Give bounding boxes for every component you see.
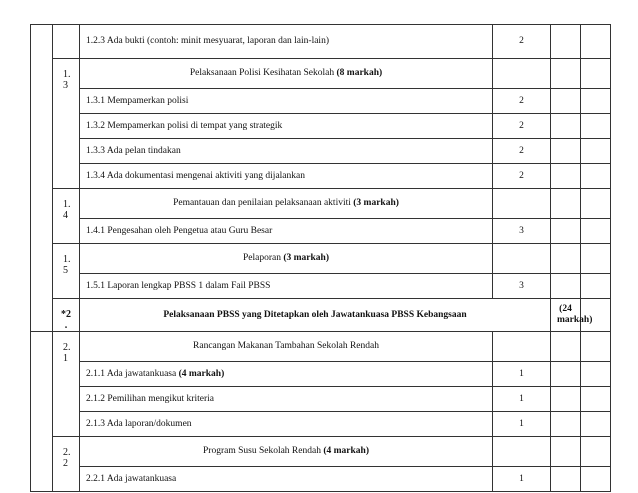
subsection-title-text: Program Susu Sekolah Rendah: [203, 446, 324, 456]
item-score: 1: [493, 387, 551, 412]
item-score: 1: [493, 412, 551, 437]
blank-cell: [551, 467, 581, 492]
blank-cell: [551, 189, 581, 219]
blank-cell: [551, 25, 581, 59]
table-row: [31, 387, 611, 412]
subsection-marks: (4 markah): [323, 446, 369, 456]
blank-cell: [551, 274, 581, 299]
section-marks: (24 markah): [551, 299, 581, 332]
table-row: [31, 362, 611, 387]
section-number: *2 .: [53, 299, 80, 332]
item-score: 2: [493, 139, 551, 164]
blank-cell: [551, 139, 581, 164]
table-row: [31, 332, 611, 362]
item-label: 1.4.1 Pengesahan oleh Pengetua atau Guru Besar: [80, 219, 493, 244]
blank-cell: [581, 244, 611, 274]
blank-cell: [581, 219, 611, 244]
section-1-number-cell: [31, 25, 53, 332]
table-row: [31, 274, 611, 299]
table-row: [31, 89, 611, 114]
item-score: 3: [493, 274, 551, 299]
blank-cell: [53, 25, 80, 59]
blank-cell: [551, 412, 581, 437]
blank-cell: [493, 437, 551, 467]
blank-cell: [551, 114, 581, 139]
blank-cell: [493, 59, 551, 89]
item-label: 1.3.4 Ada dokumentasi mengenai aktiviti yang dijalankan: [80, 164, 493, 189]
subsection-marks: (3 markah): [283, 253, 330, 263]
subsection-title-text: Pelaporan: [242, 253, 284, 263]
blank-cell: [551, 164, 581, 189]
scoring-table: [30, 24, 611, 492]
table-row: [31, 139, 611, 164]
subsection-marks: (3 markah): [353, 198, 399, 208]
section-title: Pelaksanaan PBSS yang Ditetapkan oleh Jawatankuasa PBSS Kebangsaan: [80, 299, 551, 332]
blank-cell: [493, 189, 551, 219]
item-score: 2: [493, 164, 551, 189]
subsection-title: [80, 189, 493, 219]
item-score: 3: [493, 219, 551, 244]
blank-cell: [551, 332, 581, 362]
table-row: [31, 164, 611, 189]
item-label: 1.5.1 Laporan lengkap PBSS 1 dalam Fail PBSS: [80, 274, 493, 299]
blank-cell: [581, 25, 611, 59]
blank-cell: [581, 59, 611, 89]
subsection-title-text: Pemantauan dan penilaian pelaksanaan aktiviti: [173, 198, 354, 208]
blank-cell: [581, 467, 611, 492]
blank-cell: [581, 332, 611, 362]
table-row: [31, 25, 611, 59]
blank-cell: [581, 412, 611, 437]
blank-cell: [551, 437, 581, 467]
table-row: [31, 219, 611, 244]
item-label: 1.3.2 Mempamerkan polisi di tempat yang strategik: [80, 114, 493, 139]
subsection-title-text: Pelaksanaan Polisi Kesihatan Sekolah: [189, 68, 337, 78]
blank-cell: [581, 362, 611, 387]
table-row: [31, 114, 611, 139]
item-marks: (4 markah): [178, 368, 225, 379]
table-row: [31, 244, 611, 274]
subsection-number: 1. 3: [53, 59, 80, 189]
item-label: 2.1.3 Ada laporan/dokumen: [80, 412, 493, 437]
item-score: 1: [493, 362, 551, 387]
item-score: 2: [493, 89, 551, 114]
blank-cell: [551, 362, 581, 387]
item-label: [80, 362, 493, 387]
blank-cell: [581, 139, 611, 164]
item-label: 1.3.3 Ada pelan tindakan: [80, 139, 493, 164]
table-row: [31, 299, 611, 332]
blank-cell: [493, 332, 551, 362]
item-label: 1.3.1 Mempamerkan polisi: [80, 89, 493, 114]
item-label: 2.2.1 Ada jawatankuasa: [80, 467, 493, 492]
blank-cell: [581, 274, 611, 299]
blank-cell: [493, 244, 551, 274]
blank-cell: [581, 387, 611, 412]
section-2-blank-cell: [31, 332, 53, 492]
table-row: [31, 59, 611, 89]
item-score: 1: [493, 467, 551, 492]
subsection-marks: (8 markah): [336, 68, 383, 78]
blank-cell: [551, 59, 581, 89]
subsection-title: [80, 437, 493, 467]
table-row: [31, 437, 611, 467]
subsection-title: Rancangan Makanan Tambahan Sekolah Rendah: [80, 332, 493, 362]
scoring-table-container: [30, 24, 611, 492]
blank-cell: [581, 89, 611, 114]
subsection-title: [80, 244, 493, 274]
subsection-number: 2. 2: [53, 437, 80, 492]
item-score: 2: [493, 114, 551, 139]
item-label-text: 2.1.1 Ada jawatankuasa: [86, 368, 179, 379]
blank-cell: [551, 387, 581, 412]
blank-cell: [551, 244, 581, 274]
item-label: 2.1.2 Pemilihan mengikut kriteria: [80, 387, 493, 412]
subsection-title: [80, 59, 493, 89]
blank-cell: [581, 114, 611, 139]
blank-cell: [551, 219, 581, 244]
table-row: [31, 467, 611, 492]
subsection-number: 1. 4: [53, 189, 80, 244]
item-score: 2: [493, 25, 551, 59]
blank-cell: [551, 89, 581, 114]
subsection-number: 1. 5: [53, 244, 80, 299]
table-row: [31, 412, 611, 437]
table-row: [31, 189, 611, 219]
item-label: 1.2.3 Ada bukti (contoh: minit mesyuarat, laporan dan lain-lain): [80, 25, 493, 59]
blank-cell: [581, 164, 611, 189]
blank-cell: [581, 189, 611, 219]
subsection-number: 2. 1: [53, 332, 80, 437]
blank-cell: [581, 437, 611, 467]
